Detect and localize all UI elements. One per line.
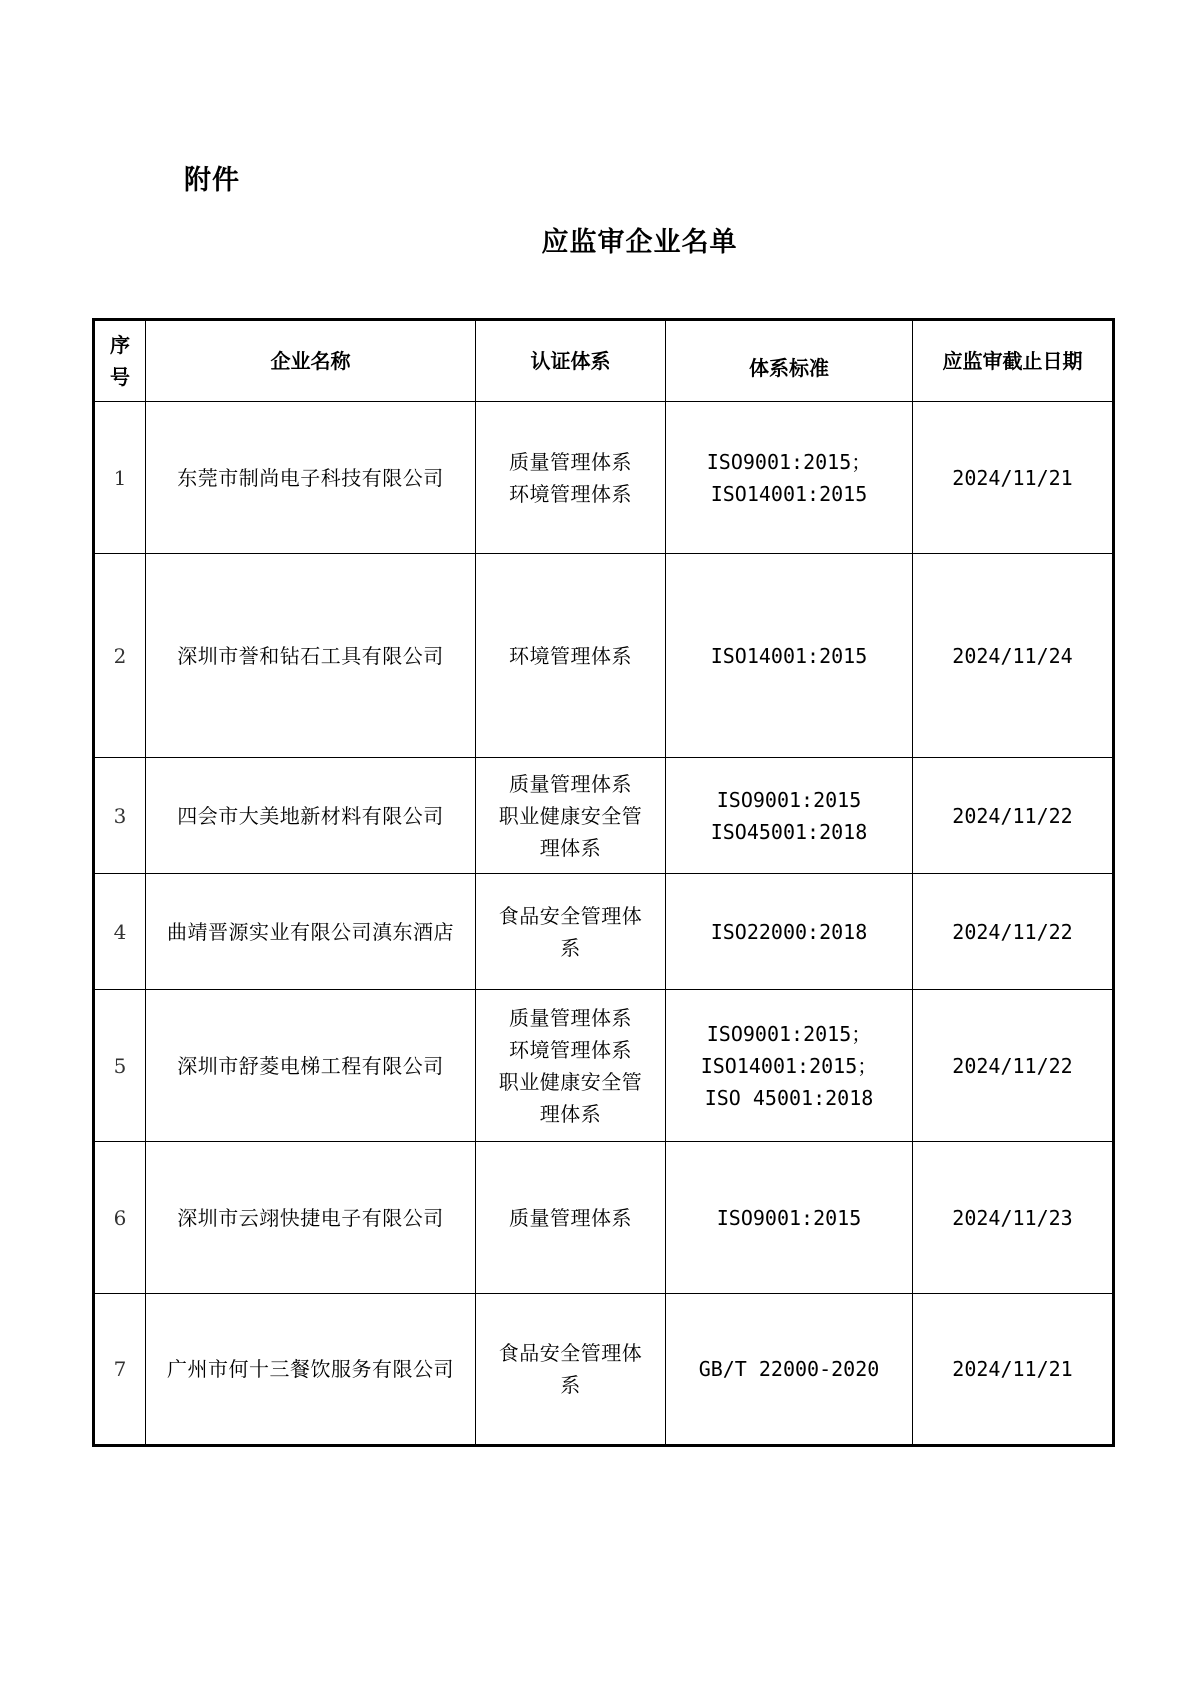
cell-deadline-date: 2024/11/21 [913, 402, 1114, 554]
cell-standard [666, 990, 913, 1142]
cell-certification-system [476, 990, 666, 1142]
header-system: 认证体系 [476, 320, 666, 402]
cell-company-name: 深圳市誉和钻石工具有限公司 [146, 554, 476, 758]
cell-company-name: 广州市何十三餐饮服务有限公司 [146, 1294, 476, 1446]
cell-certification-system [476, 402, 666, 554]
cell-deadline-date: 2024/11/24 [913, 554, 1114, 758]
standard-line: ISO9001:2015； [706, 449, 872, 474]
header-standard: 体系标准 [666, 320, 913, 402]
cell-standard [666, 1294, 913, 1446]
standard-line: ISO22000:2018 [710, 919, 868, 944]
cell-company-name: 深圳市舒菱电梯工程有限公司 [146, 990, 476, 1142]
system-line: 系 [560, 935, 581, 960]
table-row [94, 990, 1114, 1142]
cell-certification-system [476, 1142, 666, 1294]
cell-seq: 1 [94, 402, 146, 554]
system-line: 质量管理体系 [509, 771, 632, 796]
cell-standard [666, 554, 913, 758]
attachment-label: 附件 [184, 165, 240, 196]
system-line: 理体系 [539, 1101, 602, 1126]
table-row [94, 554, 1114, 758]
cell-seq: 5 [94, 990, 146, 1142]
cell-standard [666, 402, 913, 554]
table-row [94, 758, 1114, 874]
system-line: 职业健康安全管 [498, 1069, 643, 1094]
cell-deadline-date: 2024/11/22 [913, 874, 1114, 990]
system-line: 质量管理体系 [509, 449, 632, 474]
header-deadline: 应监审截止日期 [913, 320, 1114, 402]
table-header-row [94, 320, 1114, 402]
table-row [94, 1294, 1114, 1446]
system-line: 质量管理体系 [509, 1005, 632, 1030]
document-title: 应监审企业名单 [541, 227, 738, 258]
system-line: 环境管理体系 [509, 1037, 632, 1062]
standard-line: ISO9001:2015 [716, 1205, 862, 1230]
cell-certification-system [476, 874, 666, 990]
cell-company-name: 四会市大美地新材料有限公司 [146, 758, 476, 874]
company-table [92, 318, 1115, 1447]
cell-company-name: 东莞市制尚电子科技有限公司 [146, 402, 476, 554]
header-seq-top: 序 [110, 333, 130, 357]
cell-seq: 2 [94, 554, 146, 758]
cell-deadline-date: 2024/11/23 [913, 1142, 1114, 1294]
cell-seq: 3 [94, 758, 146, 874]
system-line: 食品安全管理体 [498, 1341, 643, 1365]
standard-line: ISO14001:2015； [700, 1053, 878, 1078]
system-line: 质量管理体系 [509, 1205, 632, 1230]
cell-certification-system [476, 554, 666, 758]
cell-standard [666, 874, 913, 990]
standard-line: GB/T 22000-2020 [698, 1357, 880, 1381]
cell-deadline-date: 2024/11/22 [913, 758, 1114, 874]
cell-seq: 4 [94, 874, 146, 990]
standard-line: ISO14001:2015 [710, 481, 868, 506]
standard-line: ISO 45001:2018 [704, 1085, 874, 1110]
standard-line: ISO14001:2015 [710, 643, 868, 668]
table-row [94, 1142, 1114, 1294]
header-company: 企业名称 [146, 320, 476, 402]
system-line: 职业健康安全管 [498, 803, 643, 828]
header-seq [94, 320, 146, 402]
cell-seq: 6 [94, 1142, 146, 1294]
table-row [94, 402, 1114, 554]
cell-company-name: 曲靖晋源实业有限公司滇东酒店 [146, 874, 476, 990]
cell-deadline-date: 2024/11/21 [913, 1294, 1114, 1446]
header-seq-bottom: 号 [110, 365, 130, 389]
cell-standard [666, 758, 913, 874]
cell-certification-system [476, 758, 666, 874]
standard-line: ISO45001:2018 [710, 819, 868, 844]
cell-seq: 7 [94, 1294, 146, 1446]
system-line: 环境管理体系 [509, 643, 632, 668]
system-line: 环境管理体系 [509, 481, 632, 506]
cell-certification-system [476, 1294, 666, 1446]
table-row [94, 874, 1114, 990]
system-line: 理体系 [539, 835, 602, 860]
system-line: 食品安全管理体 [498, 903, 643, 928]
cell-standard [666, 1142, 913, 1294]
system-line: 系 [560, 1373, 581, 1397]
cell-deadline-date: 2024/11/22 [913, 990, 1114, 1142]
standard-line: ISO9001:2015； [706, 1021, 872, 1046]
table-body [94, 402, 1114, 1446]
cell-company-name: 深圳市云翊快捷电子有限公司 [146, 1142, 476, 1294]
standard-line: ISO9001:2015 [716, 787, 862, 812]
